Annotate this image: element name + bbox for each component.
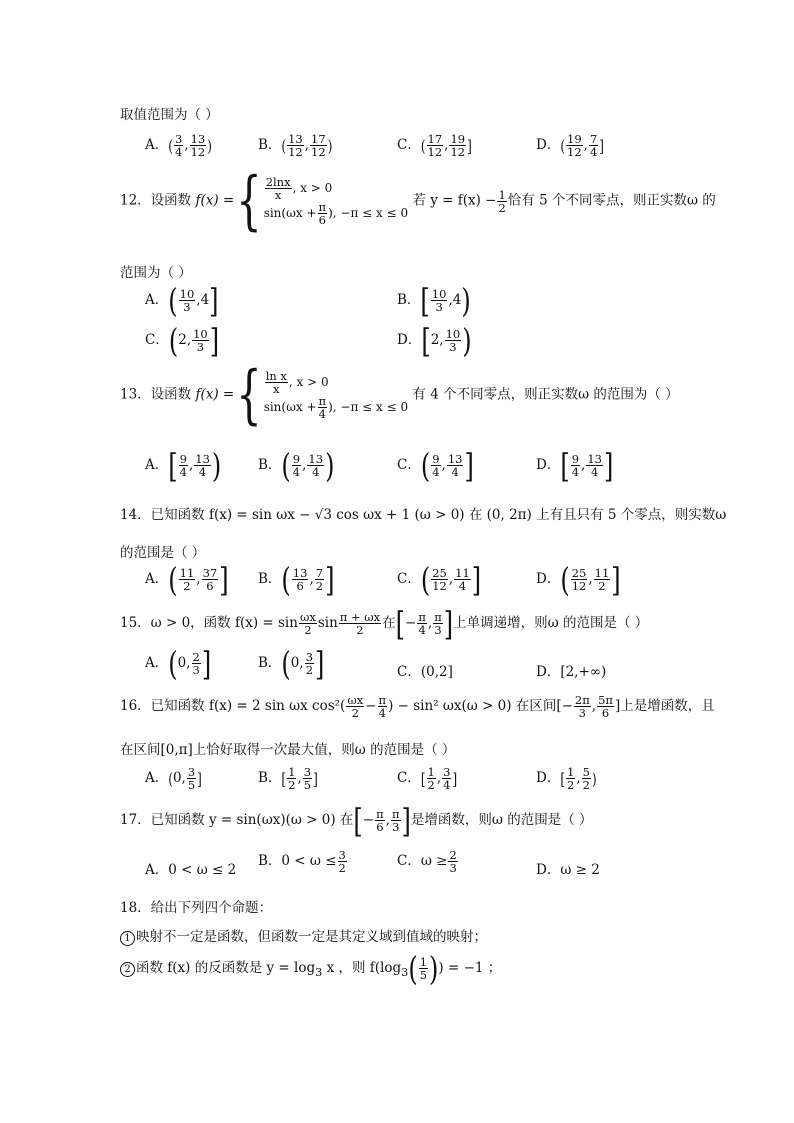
q14-stem: 14．已知函数 f(x) = sin ωx − √3 cos ωx + 1 (ω > 0) 在 (0, 2π) 上有且只有 5 个零点，则实数ω — [120, 507, 727, 523]
q14-stem-line2: 的范围是（ ） — [120, 545, 206, 561]
q14-option-b: B．( $\frac{13}{6}$ , $\frac{7}{2}$ ] — [258, 560, 335, 599]
q15-option-c: C．(0,2] — [397, 664, 453, 680]
q17-stem: 17．已知函数 y = sin(ωx)(ω > 0) 在[− $\frac{\pi}{6}$ , $\frac{\pi}{3}$ ]是增函数，则ω 的范围是（ ） — [120, 801, 593, 840]
q17-option-a: A．0 < ω ≤ 2 — [145, 862, 237, 878]
q11-option-c: C．( $\frac{17}{12}$ , $\frac{19}{12}$ ] — [397, 132, 472, 160]
q13-option-c: C．( $\frac{9}{4}$ , $\frac{13}{4}$ ] — [397, 446, 474, 485]
q17-option-b: B．0 < ω ≤ $\frac{3}{2}$ — [258, 848, 346, 876]
q12-stem-line2: 范围为（ ） — [120, 265, 192, 281]
q12-option-a: A．( $\frac{10}{3}$ ,4] — [145, 281, 219, 320]
circled-number-2: 2 — [120, 962, 135, 977]
q17-option-d: D．ω ≥ 2 — [536, 862, 600, 878]
q13-option-d: D．[ $\frac{9}{4}$ , $\frac{13}{4}$ ] — [536, 446, 614, 485]
q13-option-a: A．[ $\frac{9}{4}$ , $\frac{13}{4}$ ) — [145, 446, 222, 485]
q12-stem: 12．设函数 f(x) ={ $\frac{2\ln x}{x}$ , x > 0 sin(ωx + $\frac{\pi}{6}$ ), −π ≤ x ≤ 0 若 y = f(x) − $\frac{1}{2}$ 恰有 5 个不同零点，则正实数ω 的 — [120, 164, 716, 238]
q12-option-b: B．[ $\frac{10}{3}$ ,4) — [397, 281, 471, 320]
q18-item-2: 2 函数 f(x) 的反函数是 $y = \log_3 x$ ，则 $f(\log_3$( $\frac{1}{5}$ )) = −1 ； — [120, 956, 501, 981]
q14-option-c: C．( $\frac{25}{12}$ , $\frac{11}{4}$ ] — [397, 560, 482, 599]
q16-stem-line2: 在区间[0,π]上恰好取得一次最大值，则ω 的范围是（ ） — [120, 742, 456, 758]
q17-option-c: C．ω ≥ $\frac{2}{3}$ — [397, 848, 457, 876]
q13-stem: 13．设函数 f(x) ={ $\frac{\text{ln x}}{x}$ , x > 0 sin(ωx + $\frac{\pi}{4}$ ), −π ≤ x ≤ 0 有 4 个不同零点，则正实数ω 的范围为（ ） — [120, 358, 679, 432]
q12-option-d: D．[2, $\frac{10}{3}$ ) — [397, 321, 472, 360]
q11-option-d: D．( $\frac{19}{12}$ , $\frac{7}{4}$ ] — [536, 132, 604, 160]
q16-option-c: C．[ $\frac{1}{2}$ , $\frac{3}{4}$ ] — [397, 765, 458, 793]
q11-option-a: A．( $\frac{3}{4}$ , $\frac{13}{12}$ ) — [145, 132, 212, 160]
intro-line: 取值范围为（ ） — [120, 107, 219, 123]
q16-option-d: D．[ $\frac{1}{2}$ , $\frac{5}{2}$ ) — [536, 765, 597, 793]
q14-option-d: D．( $\frac{25}{12}$ , $\frac{11}{2}$ ] — [536, 560, 621, 599]
circled-number-1: 1 — [120, 931, 135, 946]
q15-stem: 15．ω > 0，函数 f(x) = sin $\frac{\omega x}{2}$ sin $\frac{\pi + \omega x}{2}$ 在[− $\frac{\pi}{4}$ , $\frac{\pi}{3}$ ]上单调递增，则ω 的范围是（ ） — [120, 604, 649, 643]
q15-option-b: B．(0, $\frac{3}{2}$ ] — [258, 644, 325, 683]
q15-option-d: D．[2,+∞) — [536, 664, 607, 680]
q16-stem: 16．已知函数 f(x) = 2 sin ωx cos²( $\frac{\omega x}{2}$ − $\frac{\pi}{4}$ ) − sin² ωx(ω > 0) 在区间[− $\frac{2\pi}{3}$ , $\frac{5\pi}{6}$ ]上是增函数，且 — [120, 693, 715, 721]
q18-stem: 18．给出下列四个命题： — [120, 900, 273, 916]
q15-option-a: A．(0, $\frac{2}{3}$ ] — [145, 644, 212, 683]
q12-option-c: C．(2, $\frac{10}{3}$ ] — [145, 321, 220, 360]
q13-option-b: B．( $\frac{9}{4}$ , $\frac{13}{4}$ ) — [258, 446, 335, 485]
q16-option-b: B．[ $\frac{1}{2}$ , $\frac{3}{5}$ ] — [258, 765, 318, 793]
q11-option-b: B．( $\frac{13}{12}$ , $\frac{17}{12}$ ) — [258, 132, 333, 160]
q18-item-1: 1 映射不一定是函数，但函数一定是其定义域到值域的映射； — [120, 925, 487, 946]
q14-option-a: A．( $\frac{11}{2}$ , $\frac{37}{6}$ ] — [145, 560, 229, 599]
q16-option-a: A．(0, $\frac{3}{5}$ ] — [145, 765, 202, 793]
